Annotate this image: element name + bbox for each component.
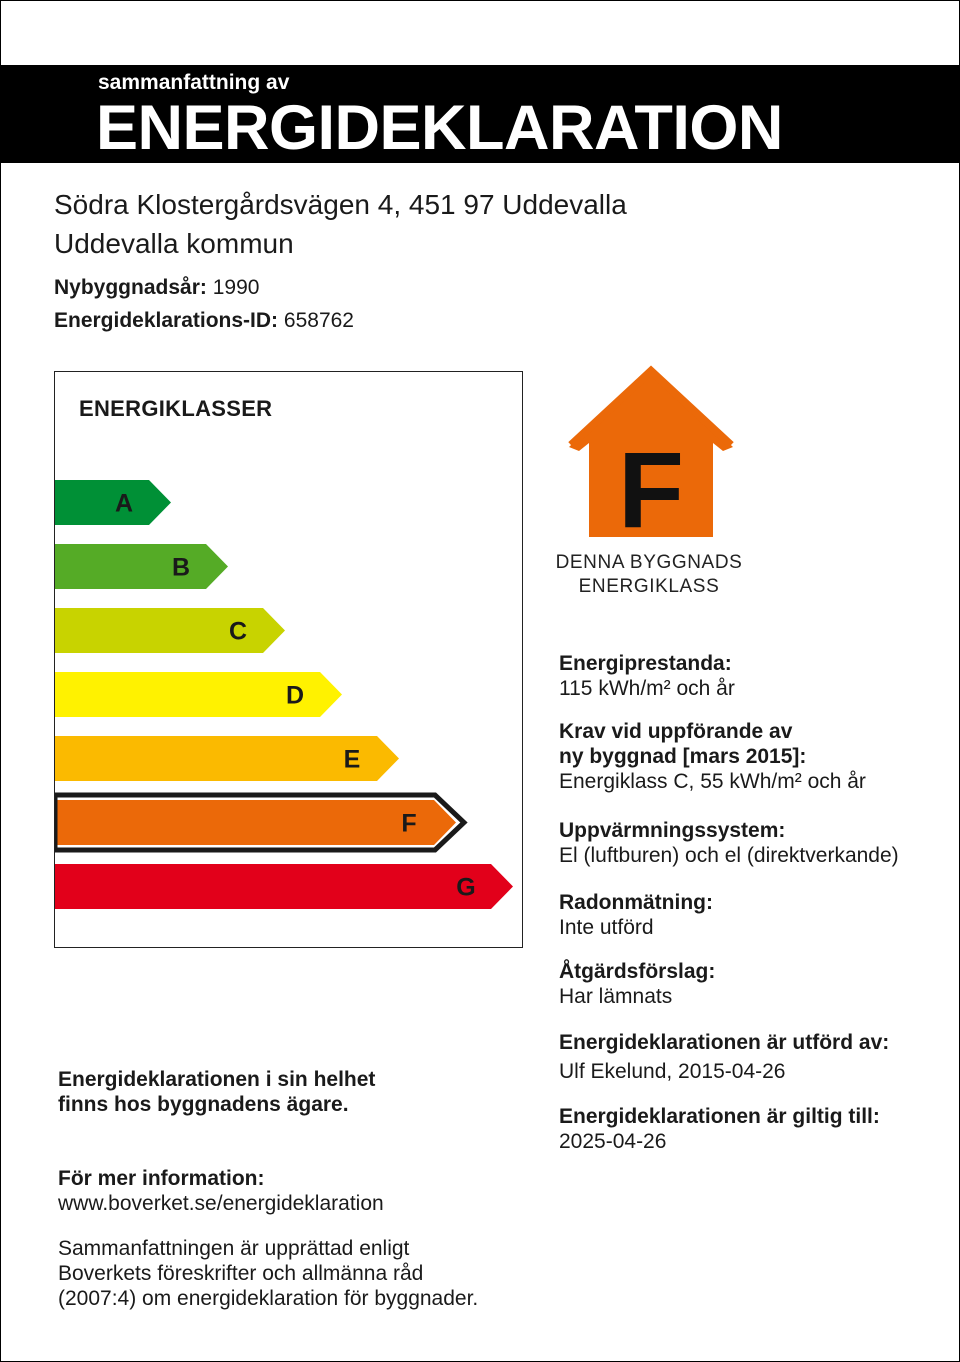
building-class-caption-line1: DENNA BYGGNADS <box>555 552 743 573</box>
energy-class-bar-a <box>55 480 171 525</box>
performed-by-value: Ulf Ekelund, 2015-04-26 <box>559 1060 786 1083</box>
build-year-label: Nybyggnadsår: <box>54 276 207 299</box>
radon-label: Radonmätning: <box>559 891 713 914</box>
requirement-value: Energiklass C, 55 kWh/m² och år <box>559 770 866 793</box>
heating-label: Uppvärmningssystem: <box>559 819 786 842</box>
building-class-letter: F <box>618 429 684 545</box>
heating-value: El (luftburen) och el (direktverkande) <box>559 844 899 867</box>
energy-class-bar-f <box>55 800 456 845</box>
more-info-block <box>58 1166 384 1216</box>
header-title: ENERGIDEKLARATION <box>96 93 783 163</box>
footer-note <box>58 1236 478 1311</box>
owner-note-line1: Energideklarationen i sin helhet <box>58 1068 376 1091</box>
energy-performance-block <box>559 651 735 701</box>
requirement-label-line1: Krav vid uppförande av <box>559 720 793 743</box>
building-class-caption-line2: ENERGIKLASS <box>578 576 720 597</box>
performed-by-block <box>559 1030 889 1084</box>
footer-line1: Sammanfattningen är upprättad enligt <box>58 1237 410 1260</box>
building-class-caption <box>546 551 752 599</box>
more-info-label: För mer information: <box>58 1167 265 1190</box>
measures-label: Åtgärdsförslag: <box>559 960 716 983</box>
header-band <box>1 65 959 163</box>
energy-class-scale <box>55 372 524 949</box>
requirement-label-line2: ny byggnad [mars 2015]: <box>559 745 807 768</box>
energy-performance-label: Energiprestanda: <box>559 652 732 675</box>
more-info-link[interactable]: www.boverket.se/energideklaration <box>58 1192 384 1215</box>
energy-class-bar-g <box>55 864 513 909</box>
owner-note-line2: finns hos byggnadens ägare. <box>58 1093 349 1116</box>
energy-classes-title: ENERGIKLASSER <box>79 396 273 421</box>
energy-class-label-d: D <box>285 681 305 710</box>
energy-class-label-e: E <box>343 745 361 774</box>
declaration-id-label: Energideklarations-ID: <box>54 309 279 332</box>
energy-performance-value: 115 kWh/m² och år <box>559 677 735 700</box>
property-municipality: Uddevalla kommun <box>54 228 294 259</box>
declaration-id-value: 658762 <box>283 309 354 332</box>
requirement-block <box>559 719 866 794</box>
measures-value: Har lämnats <box>559 985 673 1008</box>
valid-until-block <box>559 1104 880 1154</box>
heating-block <box>559 818 899 868</box>
energy-class-label-c: C <box>228 617 248 646</box>
build-year-value: 1990 <box>212 276 260 299</box>
owner-note <box>58 1067 375 1117</box>
footer-line2: Boverkets föreskrifter och allmänna råd <box>58 1262 424 1285</box>
measures-block <box>559 959 715 1009</box>
build-year-row <box>54 276 259 300</box>
header-subtitle: sammanfattning av <box>98 71 290 94</box>
energy-class-label-g: G <box>456 873 476 902</box>
energy-class-label-a: A <box>114 489 134 518</box>
energy-class-bar-c <box>55 608 285 653</box>
energy-class-bar-b <box>55 544 228 589</box>
property-address: Södra Klostergårdsvägen 4, 451 97 Uddevalla <box>54 189 627 220</box>
declaration-id-row <box>54 309 354 333</box>
energy-classes-panel <box>54 371 523 948</box>
performed-by-label: Energideklarationen är utförd av: <box>559 1031 890 1054</box>
valid-until-value: 2025-04-26 <box>559 1130 667 1153</box>
energy-class-label-f: F <box>401 809 417 838</box>
energy-class-label-b: B <box>171 553 191 582</box>
valid-until-label: Energideklarationen är giltig till: <box>559 1105 880 1128</box>
radon-block <box>559 890 713 940</box>
footer-line3: (2007:4) om energideklaration för byggnader. <box>58 1287 479 1310</box>
radon-value: Inte utförd <box>559 916 654 939</box>
building-class-house-icon <box>561 365 741 545</box>
